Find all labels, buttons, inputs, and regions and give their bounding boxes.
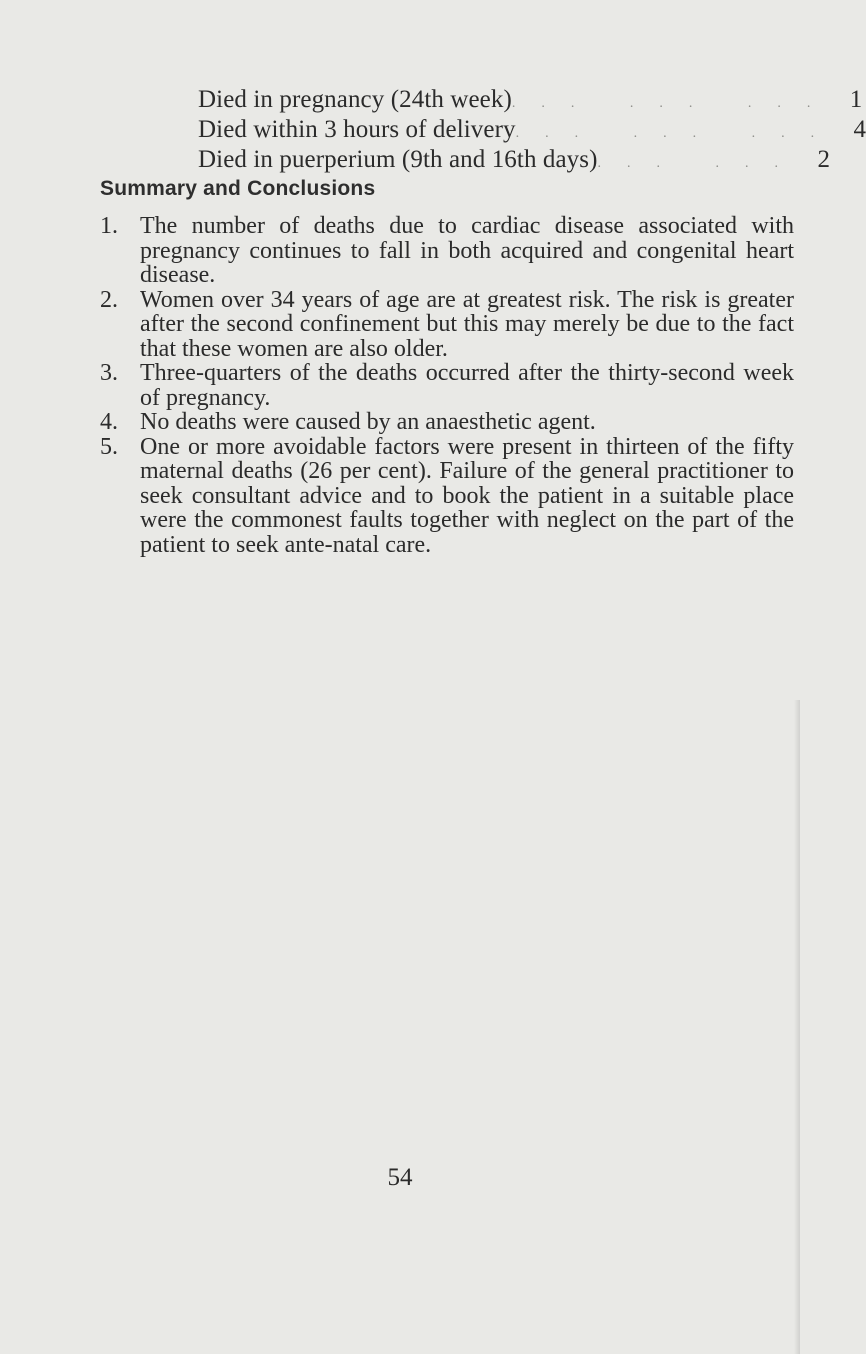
death-row xyxy=(198,116,866,146)
page-number: 54 xyxy=(387,1164,413,1191)
leader-dots: ... ... ... xyxy=(515,126,841,141)
conclusions-list xyxy=(100,214,794,557)
conclusion-number: 4. xyxy=(100,409,118,435)
death-row xyxy=(198,86,863,116)
conclusion-text: No deaths were caused by an anaesthetic agent. xyxy=(140,409,596,435)
conclusion-text: Three-quarters of the deaths occurred after the thirty-second week of pregnancy. xyxy=(140,360,794,411)
death-label: Died in pregnancy (24th week) xyxy=(198,86,512,113)
page-edge-shadow xyxy=(794,700,800,1354)
conclusion-number: 2. xyxy=(100,286,118,313)
deaths-table xyxy=(198,86,866,176)
conclusion-item xyxy=(100,410,794,435)
death-label: Died within 3 hours of delivery xyxy=(198,116,516,143)
conclusion-number: 1. xyxy=(100,213,118,239)
leader-dots: ... ... ... xyxy=(511,96,837,111)
death-label: Died in puerperium (9th and 16th days) xyxy=(198,146,598,173)
conclusion-number: 3. xyxy=(100,360,118,386)
death-count: 1 xyxy=(849,86,863,113)
conclusion-text: Women over 34 years of age are at greatest risk. The risk is greater after the second confinement but this may merely be due to the fact that these women are also older. xyxy=(140,286,794,362)
section-heading: Summary and Conclusions xyxy=(100,177,376,200)
conclusion-item xyxy=(100,435,794,558)
death-count: 4 xyxy=(853,116,866,143)
death-row xyxy=(198,146,831,176)
conclusion-text: One or more avoidable factors were present in thirteen of the fifty maternal deaths (26 per cent). Failure of the general practitioner to seek consultant advice and to book the patient in a suitable place were the commonest faults together with neglect on the part of the patient to seek ante-natal care. xyxy=(140,433,794,558)
death-count: 2 xyxy=(817,146,831,173)
conclusion-item xyxy=(100,288,794,362)
conclusion-text: The number of deaths due to cardiac disease associated with pregnancy continues to fall in both acquired and congenital heart disease. xyxy=(140,213,794,288)
conclusion-item xyxy=(100,214,794,288)
conclusion-item xyxy=(100,361,794,410)
conclusion-number: 5. xyxy=(100,433,118,460)
leader-dots: ... ... xyxy=(597,156,805,171)
